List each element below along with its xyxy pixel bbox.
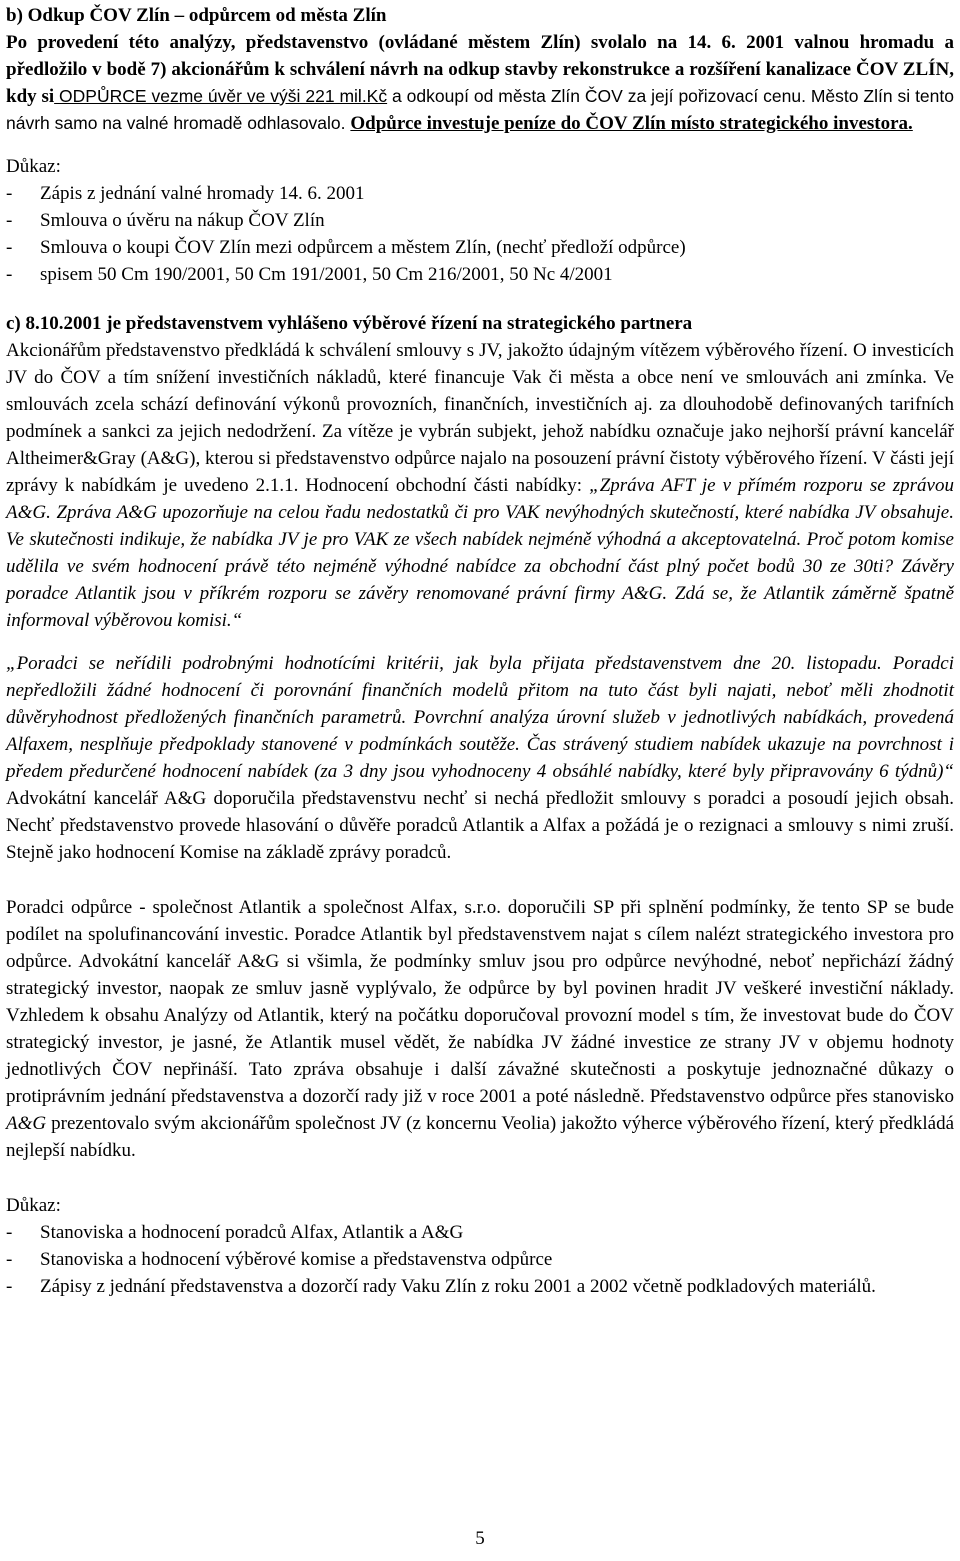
section-c-proof-list [6, 1219, 954, 1300]
page-number: 5 [475, 1528, 485, 1549]
list-item: - Stanoviska a hodnocení poradců Alfax, Atlantik a A&G [6, 1222, 464, 1243]
section-b-proof-list [6, 180, 954, 288]
list-item: - Zápisy z jednání představenstva a dozorčí rady Vaku Zlín z roku 2001 a 2002 včetně podkladových materiálů. [6, 1276, 876, 1297]
list-item: - Smlouva o koupi ČOV Zlín mezi odpůrcem a městem Zlín, (nechť předloží odpůrce) [6, 237, 686, 258]
section-c-paragraph-1 [6, 337, 954, 634]
section-b-emphasis: Odpůrce investuje peníze do ČOV Zlín místo strategického investora. [350, 113, 913, 134]
section-c-ag-recommendation: Advokátní kancelář A&G doporučila představenstvu nechť si nechá předložit smlouvy s poradci a posoudí jejich obsah. Nechť představenstvo provede hlasování o důvěře poradců Atlantik a Alfax a požádá je o rezignaci a smlouvy s nimi zruší. Stejně jako hodnocení Komise na základě zprávy poradců. [6, 788, 954, 863]
section-c-paragraph-3 [6, 894, 954, 1164]
list-item: - Smlouva o úvěru na nákup ČOV Zlín [6, 210, 325, 231]
section-c-paragraph-2 [6, 650, 954, 866]
section-c-heading: c) 8.10.2001 je představenstvem vyhlášeno výběrové řízení na strategického partnera [6, 313, 693, 334]
section-c-ag-quote-1: „Zpráva AFT je v přímém rozporu se zprávou A&G. Zpráva A&G upozorňuje na celou řadu nedostatků či pro VAK nevýhodných skutečností, které nabídka JV obsahuje. Ve skutečnosti indikuje, že nabídka JV je pro VAK ze všech nabídek nejméně výhodná a akceptovatelná. Proč potom komise udělila ve svém hodnocení právě této nejméně výhodné nabídce za obchodní část plný počet bodů 30 ze 30ti? Závěry poradce Atlantik jsou v příkrém rozporu se závěry renomované právní firmy A&G. Zdá se, že Atlantik záměrně špatně informoval výběrovou komisi.“ [6, 475, 954, 631]
section-b-paragraph [6, 29, 954, 137]
section-c-ag-quote-2: „Poradci se neřídili podrobnými hodnotícími kritérii, jak byla přijata představenstvem dne 20. listopadu. Poradci nepředložili žádné hodnocení či porovnání finančních modelů přitom na tuto část byli najati, neboť měli zhodnotit důvěryhodnost předložených finančních parametrů. Povrchní analýza úrovní služeb v jednotlivých nabídkách, provedená Alfaxem, nesplňuje předpoklady stanovené v podmínkách soutěže. Čas strávený studiem nabídek ukazuje na povrchnost i předem předurčené hodnocení nabídek (za 3 dny jsou vyhodnoceny 4 obsáhlé nabídky, které byly připravovány 6 týdnů)“ [6, 653, 954, 782]
section-b-heading: b) Odkup ČOV Zlín – odpůrcem od města Zlín [6, 5, 387, 26]
section-c-proof-label: Důkaz: [6, 1195, 61, 1216]
section-b-purchase-text: a odkoupí od města Zlín ČOV za její pořizovací cenu. Město Zlín si tento návrh samo na valné hromadě odhlasovalo. [6, 86, 954, 133]
section-b-proof-label: Důkaz: [6, 156, 61, 177]
section-c-tender-text: Akcionářům představenstvo předkládá k schválení smlouvy s JV, jakožto údajným vítězem výběrového řízení. O investicích JV do ČOV a tím snížení investičních nákladů, které financuje Vak či města a obce není ve smlouvách ani zmínka. Ve smlouvách zcela schází definování výkonů provozních, finančních, investičních aj. za dlouhodobě definovaných tarifních podmínek a sankci za jejich nedodržení. Za vítěze je vybrán subjekt, jehož nabídku označuje jako nejhorší právní kancelář Altheimer&Gray (A&G), kterou si představenstvo odpůrce najalo na posouzení právní čistoty výběrového řízení. V části její zprávy k nabídkám je uvedeno 2.1.1. Hodnocení obchodní části nabídky: [6, 340, 954, 496]
document-page [6, 2, 954, 1300]
list-item: - spisem 50 Cm 190/2001, 50 Cm 191/2001, 50 Cm 216/2001, 50 Nc 4/2001 [6, 264, 613, 285]
section-c-board-text: prezentovalo svým akcionářům společnost JV (z koncernu Veolia) jakožto výherce výběrového řízení, který předkládá nejlepší nabídku. [6, 1113, 954, 1161]
section-c-advisors-text: Poradci odpůrce - společnost Atlantik a společnost Alfax, s.r.o. doporučili SP při splnění podmínky, že tento SP se bude podílet na spolufinancování investic. Poradce Atlantik byl představenstvem najat s cílem nalézt strategického investora pro odpůrce. Advokátní kancelář A&G si všimla, že podmínky smluv jsou pro odpůrce nevýhodné, neboť nepřichází žádný strategický investor, naopak ze smluv jasně vyplývalo, že odpůrce by byl povinen hradit JV veškeré investiční náklady. Vzhledem k obsahu Analýzy od Atlantik, který na počátku doporučoval provozní model s tím, že investovat bude do ČOV strategický investor, je jasné, že Atlantik musel vědět, že nabídka JV žádné investice ze strany JV v objemu hodnoty jednotlivých ČOV nepřináší. Tato zpráva obsahuje i další závažné skutečnosti a poskytuje jednoznačné důkazy o protiprávním jednání představenstva a dozorčí rady již v roce 2001 a poté následně. Představenstvo odpůrce přes stanovisko [6, 897, 954, 1107]
section-c-ag-inline: A&G [6, 1113, 47, 1134]
section-b-loan-underlined: ODPŮRCE vezme úvěr ve výši 221 mil.Kč [54, 86, 388, 106]
section-b-intro-text: Po provedení této analýzy, představenstvo (ovládané městem Zlín) svolalo na 14. 6. 2001 valnou hromadu a předložilo v bodě 7) akcionářům k schválení návrh na odkup stavby rekonstrukce a rozšíření kanalizace ČOV ZLÍN, kdy si [6, 32, 954, 107]
list-item: - Stanoviska a hodnocení výběrové komise a představenstva odpůrce [6, 1249, 553, 1270]
list-item: - Zápis z jednání valné hromady 14. 6. 2001 [6, 183, 365, 204]
